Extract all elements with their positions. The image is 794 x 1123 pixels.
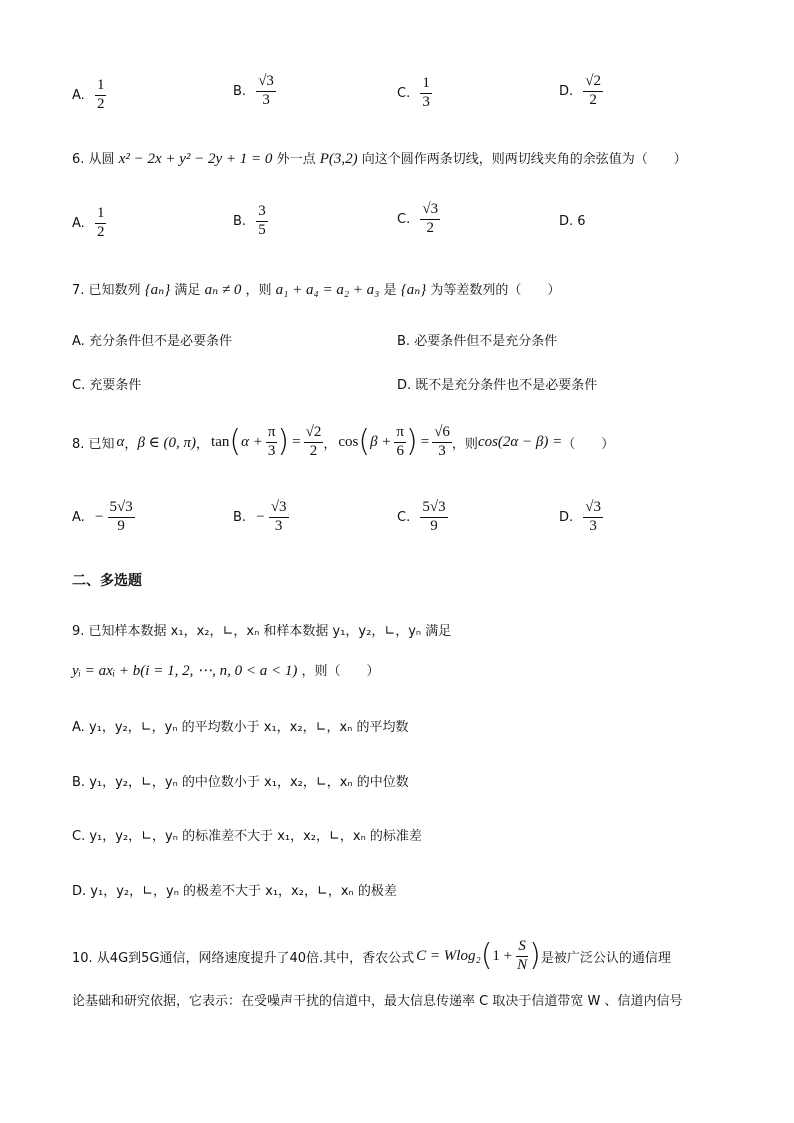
- q5-option-a: A. $\frac{1}{2}$: [72, 77, 105, 112]
- q10-stem-line1: 10. 从4G到5G通信，网络速度提升了40倍.其中，香农公式 C = Wlog₂ ( 1 + $\frac{S}{N}$ ) 是被广泛公认的通信理: [72, 937, 671, 973]
- q7-option-b: B. 必要条件但不是充分条件: [397, 334, 558, 349]
- q5-option-b: B. $\frac{√3}{3}$: [233, 73, 274, 108]
- fraction: $\frac{\pi}{6}$: [396, 423, 404, 459]
- q5-option-c: C. $\frac{1}{3}$: [397, 75, 430, 110]
- q6-option-b: B. $\frac{3}{5}$: [233, 203, 266, 238]
- section-title: 二、多选题: [72, 573, 142, 589]
- q7-stem: 7. 已知数列 {aₙ} 满足 aₙ ≠ 0 ，则 a₁ + a₄ = a₂ + a₃ 是 {aₙ} 为等差数列的（ ）: [72, 282, 561, 298]
- left-paren: (: [480, 938, 493, 973]
- fraction: $\frac{\pi}{3}$: [267, 423, 276, 459]
- q8-option-c: C. $\frac{5√3}{9}$: [397, 499, 446, 534]
- q8-stem: 8. 已知 α ， β ∈ (0, π) ， tan ( α + $\frac{\pi}{3}$ ) = $\frac{√2}{2}$ ， cos ( β + $\frac{\pi}{6}$ ) = $\frac{√6}{3}$ ，则 cos(2α − β) = （ ）: [72, 423, 615, 459]
- q7-option-d: D. 既不是充分条件也不是必要条件: [397, 378, 598, 393]
- q9-option-a: A. y₁，y₂，∟，yₙ 的平均数小于 x₁，x₂，∟，xₙ 的平均数: [72, 720, 409, 735]
- right-paren: ): [406, 424, 418, 459]
- q9-option-b: B. y₁，y₂，∟，yₙ 的中位数小于 x₁，x₂，∟，xₙ 的中位数: [72, 775, 409, 790]
- q5-option-d: D. $\frac{√2}{2}$: [559, 73, 602, 108]
- q6-option-c: C. $\frac{√3}{2}$: [397, 201, 439, 236]
- left-paren: (: [358, 424, 371, 459]
- fraction: $\frac{1}{3}$: [422, 75, 430, 110]
- fraction: $\frac{√3}{3}$: [585, 499, 602, 534]
- fraction: $\frac{5√3}{9}$: [109, 499, 133, 534]
- fraction: $\frac{√3}{2}$: [422, 201, 439, 236]
- fraction: $\frac{S}{N}$: [517, 937, 528, 973]
- q9-option-c: C. y₁，y₂，∟，yₙ 的标准差不大于 x₁，x₂，∟，xₙ 的标准差: [72, 829, 422, 844]
- fraction: $\frac{√3}{3}$: [258, 73, 274, 108]
- equals-sign: =: [420, 433, 430, 450]
- fraction: $\frac{1}{2}$: [96, 77, 105, 112]
- left-paren: (: [229, 424, 242, 459]
- q9-option-d: D. y₁，y₂，∟，yₙ 的极差不大于 x₁，x₂，∟，xₙ 的极差: [72, 884, 397, 899]
- fraction: $\frac{1}{2}$: [96, 205, 105, 240]
- q8-option-b: B. − $\frac{√3}{3}$: [233, 499, 287, 534]
- fraction: $\frac{√3}{3}$: [270, 499, 287, 534]
- q8-option-d: D. $\frac{√3}{3}$: [559, 499, 602, 534]
- q10-stem-line2: 论基础和研究依据，它表示：在受噪声干扰的信道中，最大信息传递率 C 取决于信道带宽 W 、信道内信号: [72, 994, 683, 1009]
- q9-stem-line1: 9. 已知样本数据 x₁，x₂，∟，xₙ 和样本数据 y₁，y₂，∟，yₙ 满足: [72, 624, 452, 639]
- fraction: $\frac{√2}{2}$: [585, 73, 602, 108]
- q7-option-a: A. 充分条件但不是必要条件: [72, 334, 232, 349]
- q6-option-a: A. $\frac{1}{2}$: [72, 205, 105, 240]
- q7-option-c: C. 充要条件: [72, 378, 142, 393]
- q6-stem: 6. 从圆 x² − 2x + y² − 2y + 1 = 0 外一点 P(3,2) 向这个圆作两条切线，则两切线夹角的余弦值为（ ）: [72, 151, 687, 167]
- q8-option-a: A. − $\frac{5√3}{9}$: [72, 499, 133, 534]
- q6-option-d: D. 6: [559, 214, 586, 229]
- fraction: $\frac{√6}{3}$: [434, 423, 450, 459]
- equals-sign: =: [292, 433, 301, 450]
- right-paren: ): [277, 424, 290, 459]
- right-paren: ): [529, 938, 541, 973]
- q9-stem-line2: yᵢ = axᵢ + b(i = 1, 2, ⋯, n, 0 < a < 1) ，则（ ）: [72, 663, 380, 679]
- fraction: $\frac{5√3}{9}$: [422, 499, 446, 534]
- fraction: $\frac{3}{5}$: [258, 203, 266, 238]
- fraction: $\frac{√2}{2}$: [305, 423, 322, 459]
